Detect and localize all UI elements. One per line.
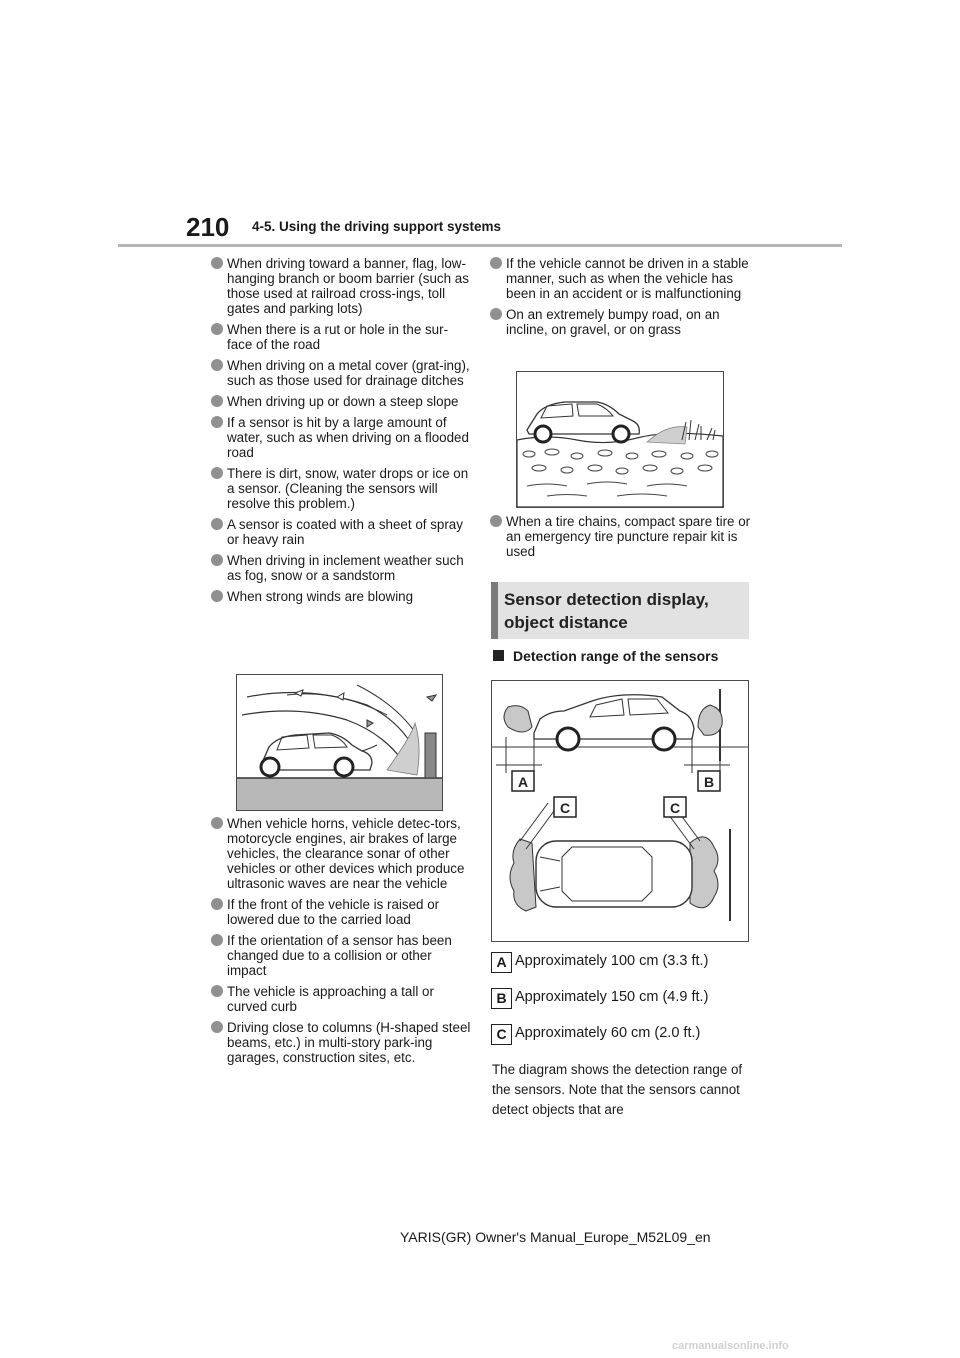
- bullet-item: If a sensor is hit by a large amount of water, such as when driving on a flooded road: [211, 415, 473, 460]
- label-a: A: [517, 774, 529, 790]
- bullet-dot-icon: [211, 898, 223, 910]
- bullet-dot-icon: [490, 308, 502, 320]
- bullet-dot-icon: [211, 1021, 223, 1033]
- bullet-dot-icon: [490, 257, 502, 269]
- bullet-dot-icon: [211, 395, 223, 407]
- bumpy-road-illustration: [516, 371, 724, 508]
- bullet-item: When there is a rut or hole in the sur-face of the road: [211, 322, 473, 352]
- bullet-item: There is dirt, snow, water drops or ice on a sensor. (Cleaning the sensors will resolve this problem.): [211, 466, 473, 511]
- bullet-item: When driving toward a banner, flag, low-hanging branch or boom barrier (such as those used at railroad cross-ings, toll gates and parking lots): [211, 256, 473, 316]
- detection-range-diagram: [491, 680, 749, 942]
- right-mid-bullet-list: [490, 514, 752, 565]
- legend-text-b: Approximately 150 cm (4.9 ft.): [515, 989, 709, 1005]
- section-heading: [491, 582, 749, 639]
- bullet-item: When driving in inclement weather such as fog, snow or a sandstorm: [211, 553, 473, 583]
- legend-text-c: Approximately 60 cm (2.0 ft.): [515, 1025, 701, 1041]
- bullet-item: A sensor is coated with a sheet of spray or heavy rain: [211, 517, 473, 547]
- bullet-item: On an extremely bumpy road, on an incline, on gravel, or on grass: [490, 307, 752, 337]
- watermark: carmanualsonline.info: [672, 1340, 789, 1352]
- bullet-item: When driving on a metal cover (grat-ing), such as those used for drainage ditches: [211, 358, 473, 388]
- section-heading-text: [504, 588, 709, 634]
- bullet-dot-icon: [211, 985, 223, 997]
- bullet-item: When a tire chains, compact spare tire or an emergency tire puncture repair kit is used: [490, 514, 752, 559]
- bullet-item: When strong winds are blowing: [211, 589, 473, 604]
- bullet-dot-icon: [211, 359, 223, 371]
- bullet-dot-icon: [211, 257, 223, 269]
- left-bottom-bullet-list: [211, 816, 473, 1071]
- header-divider: [118, 244, 842, 247]
- bullet-item: If the front of the vehicle is raised or lowered due to the carried load: [211, 897, 473, 927]
- left-top-bullet-list: [211, 256, 473, 610]
- bullet-dot-icon: [490, 515, 502, 527]
- square-marker-icon: [493, 650, 504, 661]
- bullet-dot-icon: [211, 817, 223, 829]
- legend-badge-b: B: [491, 988, 512, 1009]
- page-number: 210: [186, 212, 230, 242]
- heading-line-1: Sensor detection display,: [504, 590, 709, 609]
- label-c-rear: C: [669, 800, 681, 816]
- bullet-dot-icon: [211, 518, 223, 530]
- bullet-item: If the orientation of a sensor has been changed due to a collision or other impact: [211, 933, 473, 978]
- bullet-item: When driving up or down a steep slope: [211, 394, 473, 409]
- bullet-dot-icon: [211, 323, 223, 335]
- bullet-dot-icon: [211, 554, 223, 566]
- label-c-front: C: [559, 800, 571, 816]
- subheading: Detection range of the sensors: [493, 648, 718, 664]
- heading-accent-bar: [491, 582, 498, 639]
- section-title: 4-5. Using the driving support systems: [252, 219, 502, 234]
- legend-text-a: Approximately 100 cm (3.3 ft.): [515, 953, 709, 969]
- detection-range-drawing: [492, 681, 748, 941]
- bullet-dot-icon: [211, 590, 223, 602]
- bumpy-road-drawing: [517, 372, 723, 507]
- legend-badge-a: A: [491, 952, 512, 973]
- legend-badge-c: C: [491, 1024, 512, 1045]
- label-b: B: [703, 774, 715, 790]
- bullet-dot-icon: [211, 467, 223, 479]
- bullet-item: The vehicle is approaching a tall or curved curb: [211, 984, 473, 1014]
- bullet-dot-icon: [211, 934, 223, 946]
- bullet-dot-icon: [211, 416, 223, 428]
- bullet-item: When vehicle horns, vehicle detec-tors, motorcycle engines, air brakes of large vehicles, the clearance sonar of other vehicles or other devices which produce ultrasonic waves are near the vehicle: [211, 816, 473, 891]
- strong-wind-drawing: [237, 675, 442, 810]
- footer-manual-id: YARIS(GR) Owner's Manual_Europe_M52L09_en: [400, 1229, 711, 1245]
- heading-line-2: object distance: [504, 613, 628, 632]
- bullet-item: If the vehicle cannot be driven in a stable manner, such as when the vehicle has been in an accident or is malfunctioning: [490, 256, 752, 301]
- strong-wind-illustration: [236, 674, 443, 811]
- diagram-note: The diagram shows the detection range of the sensors. Note that the sensors cannot detect objects that are: [492, 1062, 743, 1117]
- right-top-bullet-list: [490, 256, 752, 343]
- bullet-item: Driving close to columns (H-shaped steel beams, etc.) in multi-story park-ing garages, construction sites, etc.: [211, 1020, 473, 1065]
